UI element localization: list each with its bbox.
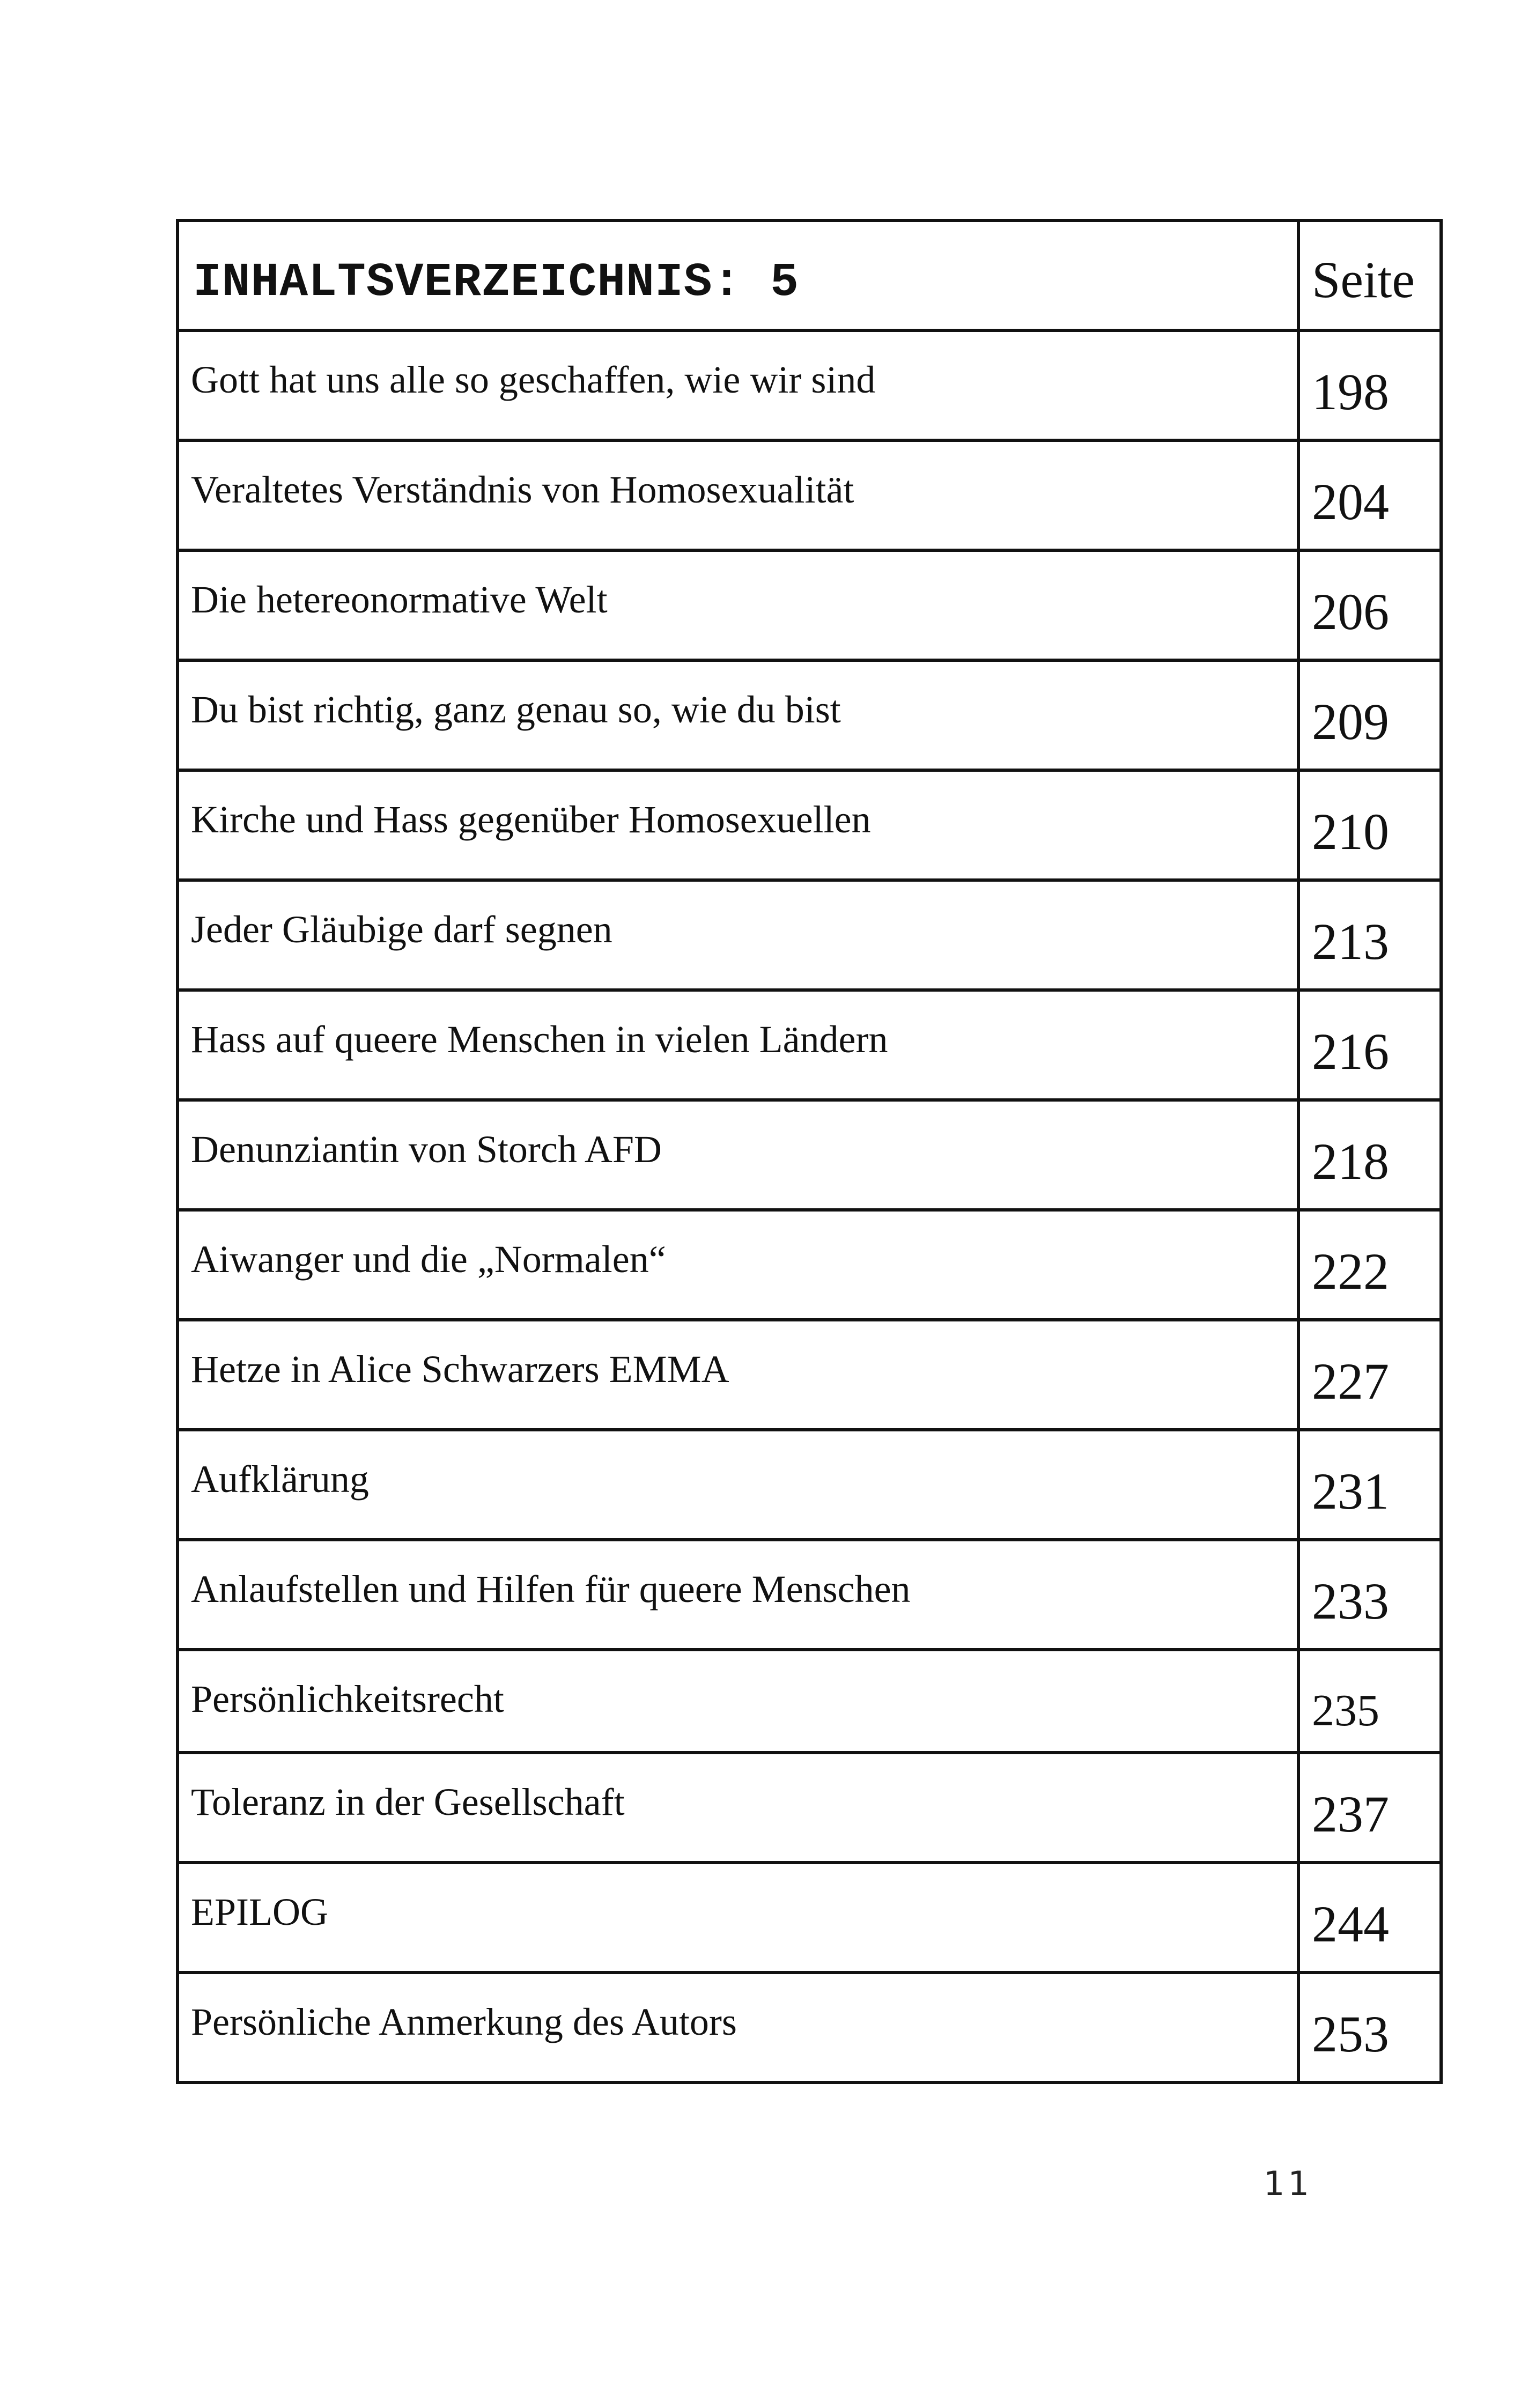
- toc-entry-page: 233: [1312, 1572, 1389, 1630]
- toc-page-column-header: Seite: [1312, 251, 1415, 308]
- toc-row: [178, 330, 1441, 440]
- toc-entry-page: 222: [1312, 1243, 1389, 1300]
- toc-entry-title: Persönliche Anmerkung des Autors: [191, 2000, 737, 2043]
- toc-entry-page: 209: [1312, 693, 1389, 750]
- toc-entry-page: 235: [1312, 1686, 1379, 1735]
- toc-row: [178, 1100, 1441, 1210]
- toc-entry-title: Gott hat uns alle so geschaffen, wie wir sind: [191, 358, 876, 401]
- toc-entry-page: 204: [1312, 473, 1389, 530]
- toc-row: [178, 440, 1441, 550]
- toc-entry-title: Aiwanger und die „Normalen“: [191, 1238, 666, 1281]
- table-of-contents: [176, 219, 1443, 2084]
- toc-entry-title: Persönlichkeitsrecht: [191, 1678, 504, 1720]
- toc-row: [178, 550, 1441, 660]
- toc-entry-title: Hetze in Alice Schwarzers EMMA: [191, 1348, 729, 1391]
- toc-entry-title: Toleranz in der Gesellschaft: [191, 1781, 625, 1823]
- toc-header-row: [178, 220, 1441, 330]
- toc-entry-page: 244: [1312, 1895, 1389, 1953]
- toc-row: [178, 1210, 1441, 1320]
- toc-entry-title: Hass auf queere Menschen in vielen Ländern: [191, 1018, 888, 1061]
- toc-entry-page: 206: [1312, 583, 1389, 640]
- toc-row: [178, 660, 1441, 770]
- toc-entry-title: EPILOG: [191, 1890, 328, 1933]
- toc-row: [178, 990, 1441, 1100]
- toc-entry-title: Du bist richtig, ganz genau so, wie du bist: [191, 688, 841, 731]
- toc-entry-page: 227: [1312, 1353, 1389, 1410]
- toc-row: [178, 1320, 1441, 1430]
- toc-heading: INHALTSVERZEICHNIS: 5: [193, 256, 799, 309]
- toc-row: [178, 1540, 1441, 1650]
- toc-entry-page: 216: [1312, 1023, 1389, 1080]
- toc-row: [178, 880, 1441, 990]
- toc-row: [178, 770, 1441, 880]
- toc-entry-title: Kirche und Hass gegenüber Homosexuellen: [191, 798, 871, 841]
- toc-row: [178, 1973, 1441, 2082]
- toc-entry-page: 231: [1312, 1462, 1389, 1520]
- toc-entry-title: Anlaufstellen und Hilfen für queere Menschen: [191, 1568, 911, 1611]
- toc-row: [178, 1650, 1441, 1753]
- toc-entry-page: 210: [1312, 803, 1389, 860]
- toc-row: [178, 1863, 1441, 1973]
- toc-row: [178, 1753, 1441, 1863]
- toc-entry-page: 198: [1312, 363, 1389, 420]
- toc-entry-page: 237: [1312, 1785, 1389, 1843]
- toc-entry-title: Die hetereonormative Welt: [191, 578, 608, 621]
- toc-page-header-cell: [1298, 220, 1441, 330]
- toc-entry-title: Veraltetes Verständnis von Homosexualität: [191, 468, 854, 511]
- toc-entry-title: Aufklärung: [191, 1458, 369, 1501]
- toc-entry-title: Jeder Gläubige darf segnen: [191, 908, 612, 951]
- toc-entry-page: 213: [1312, 913, 1389, 970]
- toc-entry-page: 253: [1312, 2005, 1389, 2063]
- page-number: 11: [1264, 2164, 1312, 2203]
- toc-entry-page: 218: [1312, 1133, 1389, 1190]
- toc-entry-title: Denunziantin von Storch AFD: [191, 1128, 662, 1171]
- toc-row: [178, 1430, 1441, 1540]
- toc-heading-cell: [178, 220, 1298, 330]
